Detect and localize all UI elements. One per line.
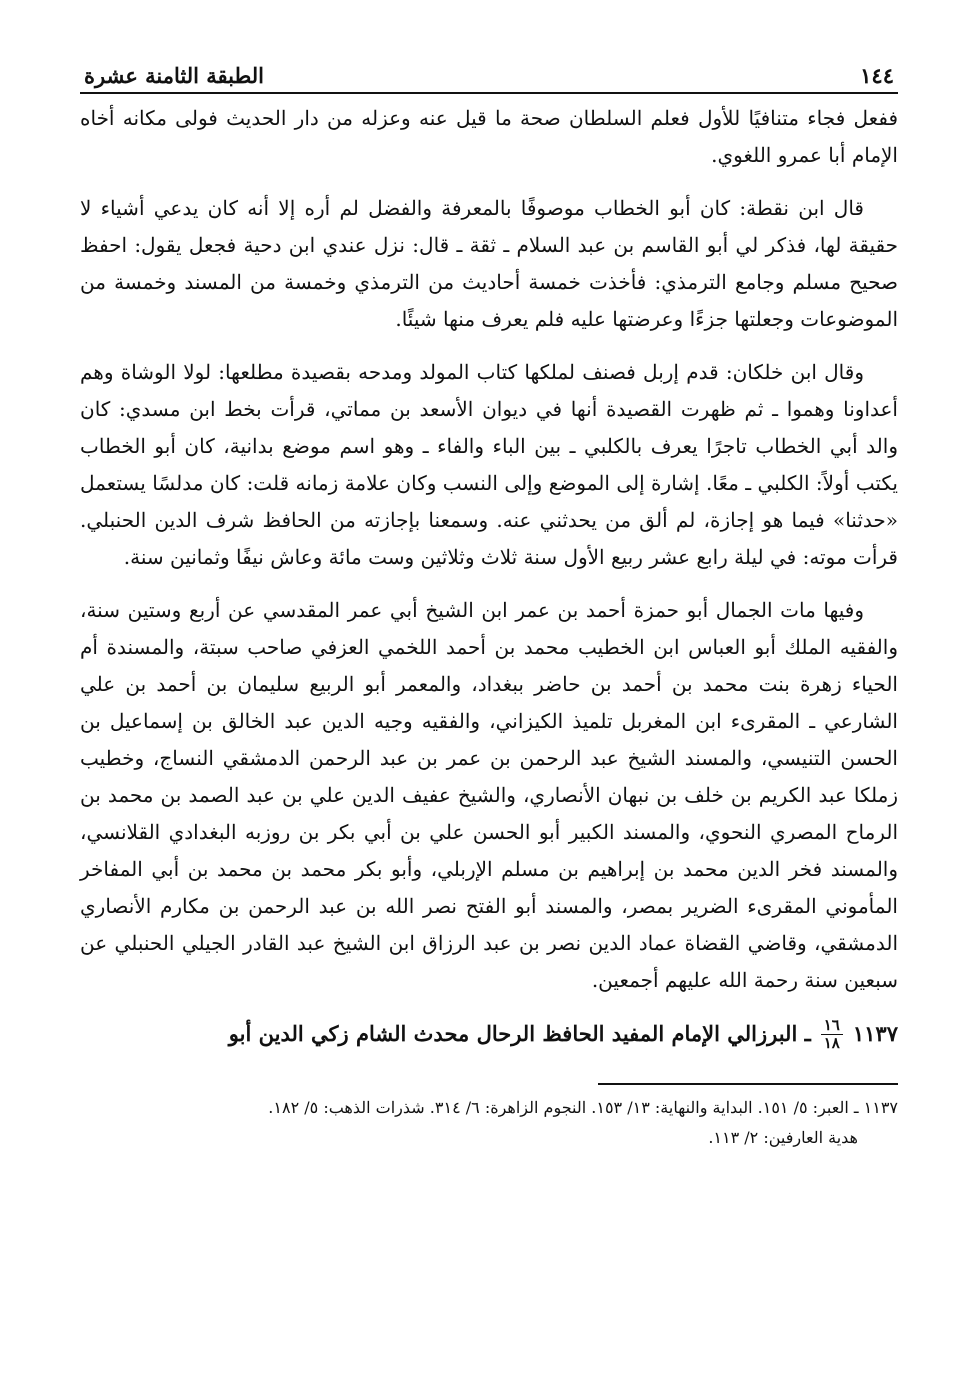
fraction-numerator: ١٦	[821, 1018, 843, 1035]
paragraph-ibn-nuqta: قال ابن نقطة: كان أبو الخطاب موصوفًا بالمعرفة والفضل لم أره إلا أنه كان يدعي أشياء لا حقيقة لها، فذكر لي أبو القاسم بن عبد السلام ـ ثقة ـ قال: نزل عندي ابن دحية فجعل يقول: احفظ صحيح مسلم وجامع الترمذي: فأخذت خمسة أحاديث من الترمذي وخمسة من المسند وخمسة من الموضوعات وجعلتها جزءًا وعرضتها عليه فلم يعرف منها شيئًا.	[80, 196, 898, 331]
footnotes	[80, 1093, 898, 1153]
book-page	[80, 50, 898, 1153]
footnote-line: ١١٣٧ ـ العبر: ٥/ ١٥١. البداية والنهاية: ١٣/ ١٥٣. النجوم الزاهرة: ٦/ ٣١٤. شذرات الذهب: ٥/ ١٨٢.	[268, 1098, 898, 1117]
section-title: الطبقة الثامنة عشرة	[84, 63, 264, 88]
entry-fraction	[821, 1015, 843, 1052]
entry-heading	[80, 1015, 898, 1053]
running-header	[80, 50, 898, 92]
paragraph-continuation: ففعل فجاء متنافيًا للأول فعلم السلطان صحة ما قيل عنه وعزله من دار الحديث فولى مكانه أخاه الإمام أبا عمرو اللغوي.	[80, 106, 898, 167]
page-number: ١٤٤	[860, 63, 894, 88]
header-divider	[80, 92, 898, 94]
entry-title: ـ البرزالي الإمام المفيد الحافظ الرحال محدث الشام زكي الدين أبو	[228, 1021, 811, 1046]
footnote-line: هدية العارفين: ٢/ ١١٣.	[708, 1128, 858, 1147]
entry-number: ١١٣٧	[852, 1021, 898, 1046]
paragraph-ibn-khallikan: وقال ابن خلكان: قدم إربل فصنف لملكها كتاب المولد ومدحه بقصيدة مطلعها: لولا الوشاة وهم أعداونا وهموا ـ ثم ظهرت القصيدة أنها في ديوان الأسعد بن مماتي، قرأت بخط ابن مسدي: كان والد أبي الخطاب تاجرًا يعرف بالكلبي ـ بين الباء والفاء ـ وهو اسم موضع بدانية، كان أبو الخطاب يكتب أولاً: الكلبي ـ معًا. إشارة إلى الموضع وإلى النسب وكان علامة زمانه قلت: كان مدلسًا يستعمل «حدثنا» فيما هو إجازة، لم ألق من يحدثني عنه. وسمعنا بإجازته من الحافظ شرف الدين الحنبلي. قرأت موته: في ليلة رابع عشر ربيع الأول سنة ثلاث وثلاثين وست مائة وعاش نيفًا وثمانين سنة.	[80, 360, 898, 569]
footnote-divider	[598, 1083, 898, 1085]
main-text	[80, 100, 898, 999]
fraction-denominator: ١٨	[823, 1033, 840, 1052]
paragraph-deaths: وفيها مات الجمال أبو حمزة أحمد بن عمر ابن الشيخ أبي عمر المقدسي عن أربع وستين سنة، والفقيه الملك أبو العباس ابن الخطيب محمد بن أحمد اللخمي العزفي صاحب سبتة، والمسندة أم الحياء زهرة بنت محمد بن أحمد بن حاضر ببغداد، والمعمر أبو الربيع سليمان بن أحمد بن علي الشارعي ـ المقرىء ابن المغربل تلميذ الكيزاني، والفقيه وجيه الدين عبد الخالق بن إسماعيل بن الحسن التنيسي، والمسند الشيخ عبد الرحمن بن عمر بن عبد الرحمن الدمشقي النساج، وخطيب زملكا عبد الكريم بن خلف بن نبهان الأنصاري، والشيخ عفيف الدين علي بن عبد الصمد بن محمد بن الرماح المصري النحوي، والمسند الكبير أبو الحسن علي بن أبي بكر بن روزبه البغدادي القلانسي، والمسند فخر الدين محمد بن إبراهيم بن مسلم الإربلي، وأبو بكر محمد بن محمد بن أبي المفاخر المأموني المقرىء الضرير بمصر، والمسند أبو الفتح نصر الله بن عبد الرحمن بن مكارم الأنصاري الدمشقي، وقاضي القضاة عماد الدين نصر بن عبد الرزاق ابن الشيخ عبد القادر الجيلي الحنبلي عن سبعين سنة رحمة الله عليهم أجمعين.	[80, 598, 898, 992]
